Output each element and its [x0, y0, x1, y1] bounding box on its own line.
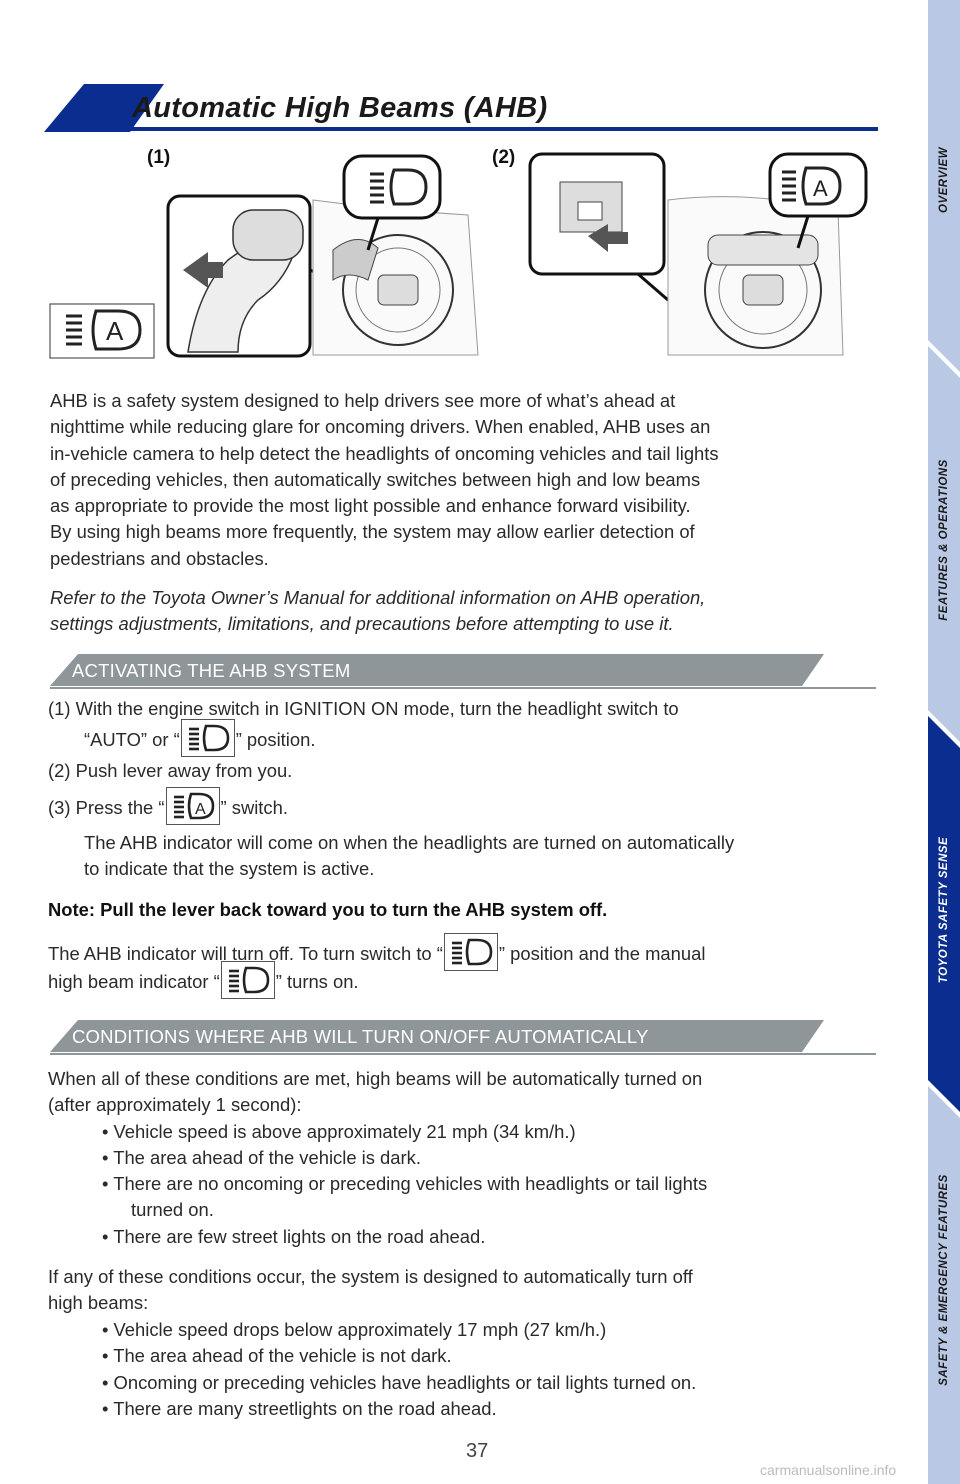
- figure-label-2: (2): [492, 147, 516, 168]
- section-heading-conditions: CONDITIONS WHERE AHB WILL TURN ON/OFF AUTOMATICALLY: [50, 1020, 876, 1052]
- list-item: • Oncoming or preceding vehicles have headlights or tail lights turned on.: [102, 1372, 697, 1393]
- tab-features-operations[interactable]: FEATURES & OPERATIONS: [938, 459, 950, 621]
- tab-toyota-safety-sense[interactable]: TOYOTA SAFETY SENSE: [938, 836, 950, 984]
- auto-high-beam-icon: [166, 787, 220, 825]
- list-item: • The area ahead of the vehicle is not dark.: [102, 1345, 452, 1366]
- svg-text:A: A: [813, 176, 828, 201]
- off-intro-1: If any of these conditions occur, the system is designed to automatically turn off: [48, 1266, 693, 1287]
- list-item: turned on.: [131, 1199, 214, 1220]
- list-item: • Vehicle speed drops below approximately 17 mph (27 km/h.): [102, 1319, 607, 1340]
- auto-high-beam-icon: [50, 304, 154, 358]
- page-title: Automatic High Beams (AHB): [132, 92, 548, 124]
- step-1-line-1: (1) With the engine switch in IGNITION ON mode, turn the headlight switch to: [48, 698, 679, 719]
- svg-text:A: A: [106, 316, 124, 346]
- tab-safety-emergency-features[interactable]: SAFETY & EMERGENCY FEATURES: [938, 1174, 950, 1386]
- figure-label-1: (1): [147, 147, 171, 168]
- step-3: (3) Press the “ A ” switch.: [48, 790, 288, 828]
- list-item: • There are no oncoming or preceding vehicles with headlights or tail lights: [102, 1173, 708, 1194]
- on-intro-2: (after approximately 1 second):: [48, 1094, 302, 1115]
- list-item: • The area ahead of the vehicle is dark.: [102, 1147, 421, 1168]
- off-intro-2: high beams:: [48, 1292, 149, 1313]
- list-item: • There are many streetlights on the road ahead.: [102, 1398, 497, 1419]
- intro-paragraph: AHB is a safety system designed to help drivers see more of what’s ahead at nighttime while reducing glare for oncoming drivers. When enabled, AHB uses an in-vehicle camera to help detect the headlights of oncoming vehicles and tail lights of preceding vehicles, then automatically switches between high and low beams as appropriate to provide the most light possible and enhance forward visibility. By using high beams more frequently, the system may allow earlier detection of pedestrians and obstacles.: [50, 390, 719, 569]
- list-item: • There are few street lights on the road ahead.: [102, 1226, 486, 1247]
- watermark: carmanualsonline.info: [760, 1462, 897, 1478]
- section-heading-activating: ACTIVATING THE AHB SYSTEM: [50, 654, 876, 686]
- step-2: (2) Push lever away from you.: [48, 760, 293, 781]
- dashboard-switch-illustration: [530, 154, 866, 355]
- high-beam-icon: [221, 961, 275, 999]
- list-item: • Vehicle speed is above approximately 21 mph (34 km/h.): [102, 1121, 576, 1142]
- ahb-illustration: [48, 140, 878, 370]
- step-1-line-2: “AUTO” or “ ” position.: [84, 722, 315, 760]
- high-beam-icon: [444, 933, 498, 971]
- svg-text:A: A: [194, 801, 206, 818]
- off-line-2: high beam indicator “ ” turns on.: [48, 964, 359, 1002]
- off-line-1: The AHB indicator will turn off. To turn switch to “ ” position and the manual: [48, 936, 705, 974]
- high-beam-icon: [181, 719, 235, 757]
- tab-overview[interactable]: OVERVIEW: [938, 147, 951, 213]
- page-number: 37: [466, 1440, 489, 1462]
- note-turn-off: Note: Pull the lever back toward you to turn the AHB system off.: [48, 899, 608, 920]
- refer-manual-note: Refer to the Toyota Owner’s Manual for additional information on AHB operation, settings adjustments, limitations, and precautions before attempting to use it.: [50, 587, 706, 635]
- indicator-note-2: to indicate that the system is active.: [84, 858, 375, 879]
- steering-lever-illustration: [168, 156, 478, 356]
- indicator-note-1: The AHB indicator will come on when the headlights are turned on automatically: [84, 832, 735, 853]
- on-intro-1: When all of these conditions are met, high beams will be automatically turned on: [48, 1068, 703, 1089]
